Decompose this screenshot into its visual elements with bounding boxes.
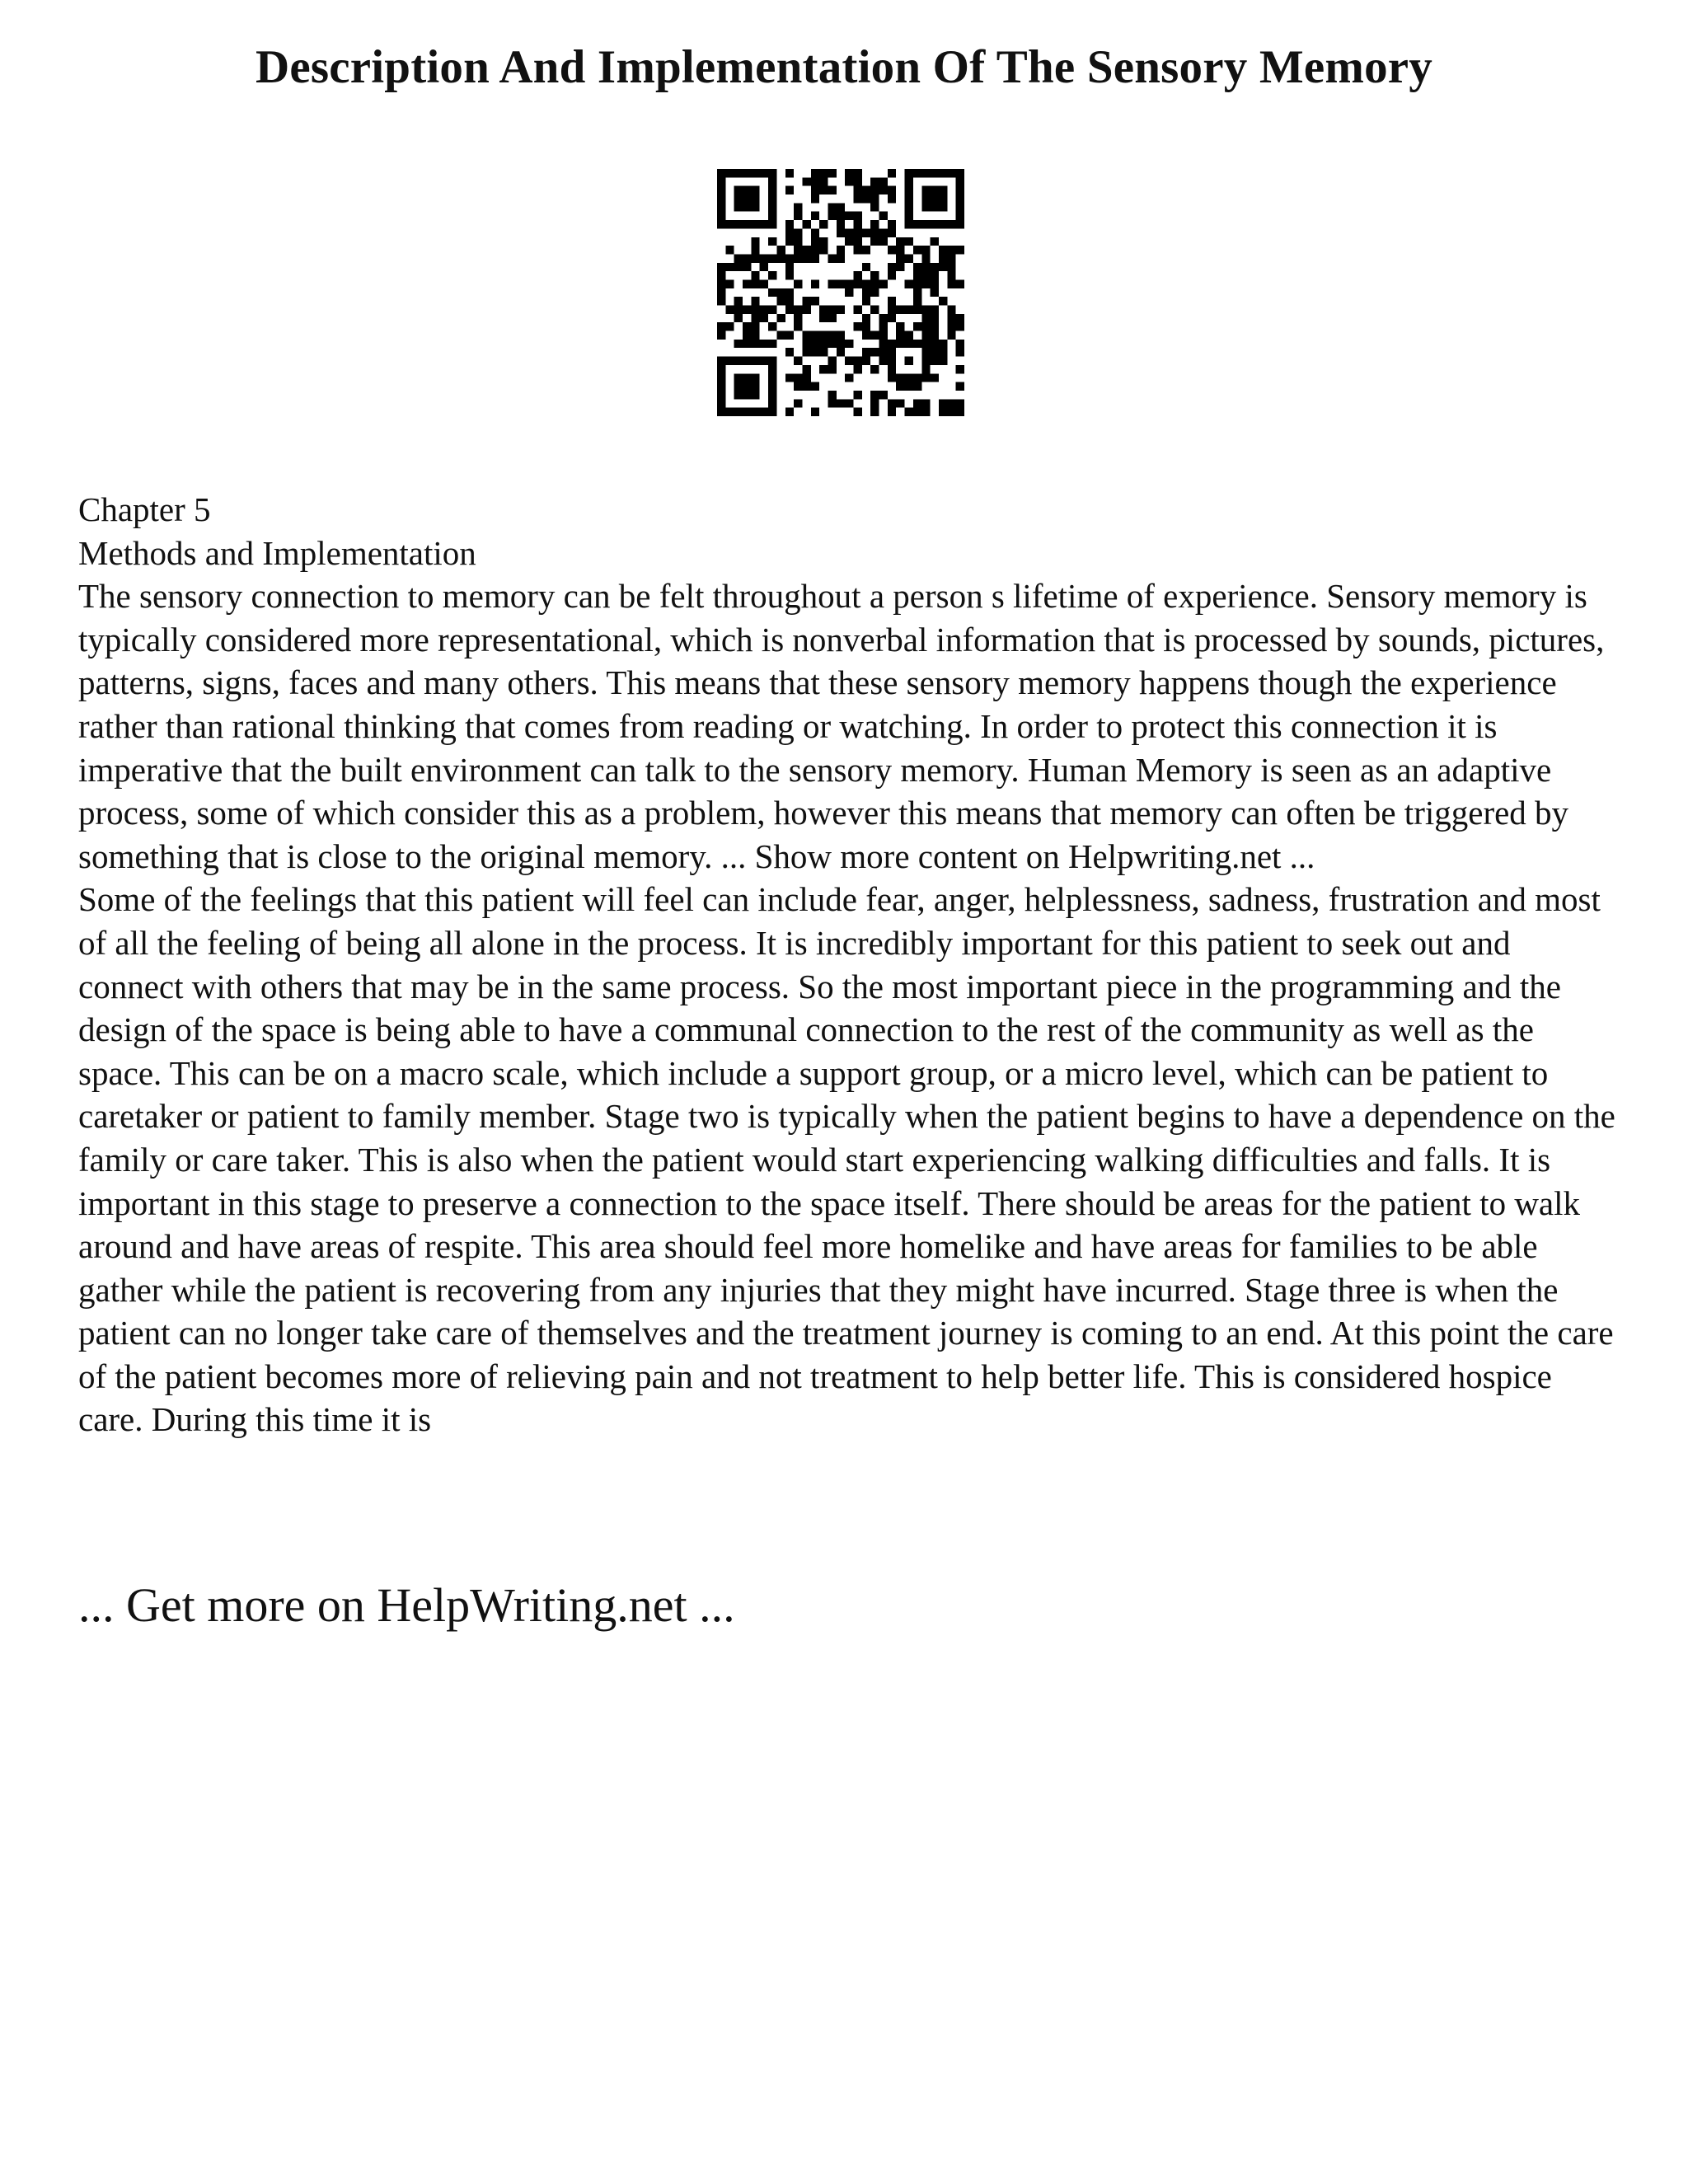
chapter-label: Chapter 5 — [78, 490, 211, 528]
document-title: Description And Implementation Of The Sensory Memory — [256, 41, 1432, 93]
body-paragraph-1: The sensory connection to memory can be felt throughout a person s lifetime of experience. Sensory memory is typically considered more representational, which is nonverbal information that is processed by sounds, pictures, patterns, signs, faces and many others. This means that these sensory memory happens though the experience rather than rational thinking that comes from reading or watching. In order to protect this connection it is imperative that the built environment can talk to the sensory memory. Human Memory is seen as an adaptive process, some of which consider this as a problem, however this means that memory can often be triggered by something that is close to the original memory. ... Show more content on Helpwriting.net ... — [78, 577, 1605, 875]
get-more-link[interactable]: ... Get more on HelpWriting.net ... — [78, 1578, 735, 1632]
qr-code-icon — [717, 169, 964, 416]
body-paragraph-2: Some of the feelings that this patient will feel can include fear, anger, helplessness, sadness, frustration and most of all the feeling of being all alone in the process. It is incredibly important for this patient to seek out and connect with others that may be in the same process. So the most important piece in the programming and the design of the space is being able to have a communal connection to the rest of the community as well as the space. This can be on a macro scale, which include a support group, or a micro level, which can be patient to caretaker or patient to family member. Stage two is typically when the patient begins to have a dependence on the family or care taker. This is also when the patient would start experiencing walking difficulties and falls. It is important in this stage to preserve a connection to the space itself. There should be areas for the patient to walk around and have areas of respite. This area should feel more homelike and have areas for families to be able gather while the patient is recovering from any injuries that they might have incurred. Stage three is when the patient can no longer take care of themselves and the treatment journey is coming to an end. At this point the care of the patient becomes more of relieving pain and not treatment to help better life. This is considered hospice care. During this time it is — [78, 880, 1615, 1439]
section-heading: Methods and Implementation — [78, 533, 476, 572]
document-body — [78, 488, 1620, 1441]
